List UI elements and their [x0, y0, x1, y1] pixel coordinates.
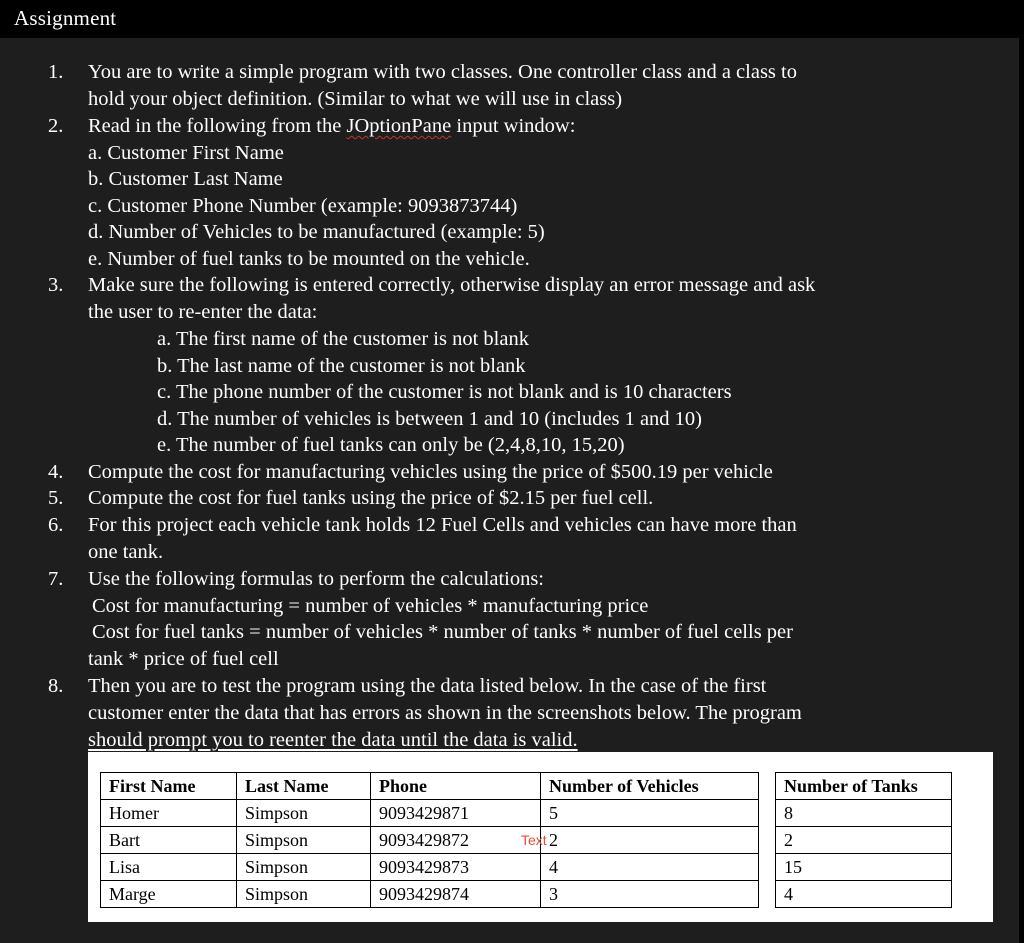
cell-first-name: Homer — [101, 800, 237, 827]
cell-last-name: Simpson — [237, 881, 371, 908]
cell-first-name: Bart — [101, 827, 237, 854]
item-8-line-1: Then you are to test the program using the data listed below. In the case of the first — [88, 675, 767, 697]
cell-last-name: Simpson — [237, 854, 371, 881]
item-4-line-1: Compute the cost for manufacturing vehicles using the price of $500.19 per vehicle — [88, 461, 773, 483]
item-1-line-2: hold your object definition. (Similar to what we will use in class) — [88, 88, 623, 110]
cell-vehicles: 4 — [541, 854, 759, 881]
table-row — [101, 881, 952, 908]
item-3-number: 3. — [48, 274, 64, 296]
cell-tanks: 8 — [776, 800, 952, 827]
item-2-sub-a: a. Customer First Name — [88, 142, 284, 164]
header-number-of-tanks: Number of Tanks — [776, 773, 952, 800]
cell-phone: 9093429873 — [371, 854, 541, 881]
item-7-line-1: Use the following formulas to perform the calculations: — [88, 568, 545, 590]
cell-vehicles: 5 — [541, 800, 759, 827]
item-8-line-3: should prompt you to reenter the data until the data is valid. — [88, 729, 578, 751]
cell-vehicles: 3 — [541, 881, 759, 908]
column-gap — [759, 881, 776, 908]
header-number-of-vehicles: Number of Vehicles — [541, 773, 759, 800]
cell-first-name: Lisa — [101, 854, 237, 881]
item-3-sub-a: a. The first name of the customer is not blank — [157, 328, 529, 350]
item-2-line-1 — [88, 114, 575, 138]
table-row — [101, 854, 952, 881]
cell-tanks: 15 — [776, 854, 952, 881]
item-2-sub-e: e. Number of fuel tanks to be mounted on the vehicle. — [88, 248, 530, 270]
document-title: Assignment — [14, 6, 117, 30]
item-2-suffix: input window: — [451, 115, 576, 137]
table-header-row — [101, 773, 952, 800]
item-7-formula-3: tank * price of fuel cell — [88, 648, 279, 670]
cell-last-name: Simpson — [237, 800, 371, 827]
item-3-sub-e: e. The number of fuel tanks can only be (2,4,8,10, 15,20) — [157, 434, 625, 456]
cell-first-name: Marge — [101, 881, 237, 908]
cell-tanks: 2 — [776, 827, 952, 854]
joptionpane-spellcheck-word: JOptionPane — [346, 115, 452, 137]
column-gap — [759, 773, 776, 800]
item-2-prefix: Read in the following from the — [88, 115, 347, 137]
item-8-number: 8. — [48, 675, 64, 697]
item-2-sub-d: d. Number of Vehicles to be manufactured (example: 5) — [88, 221, 545, 243]
column-gap — [759, 800, 776, 827]
item-2-sub-b: b. Customer Last Name — [88, 168, 283, 190]
item-3-line-2: the user to re-enter the data: — [88, 301, 318, 323]
item-3-sub-b: b. The last name of the customer is not blank — [157, 355, 526, 377]
cell-phone: 9093429874 — [371, 881, 541, 908]
item-6-line-1: For this project each vehicle tank holds 12 Fuel Cells and vehicles can have more than — [88, 514, 797, 536]
cell-phone: 9093429871 — [371, 800, 541, 827]
cell-last-name: Simpson — [237, 827, 371, 854]
item-3-sub-d: d. The number of vehicles is between 1 and 10 (includes 1 and 10) — [157, 408, 703, 430]
header-first-name: First Name — [101, 773, 237, 800]
item-2-sub-c: c. Customer Phone Number (example: 9093873744) — [88, 195, 518, 217]
item-8-line-2: customer enter the data that has errors as shown in the screenshots below. The program — [88, 702, 802, 724]
item-3-sub-c: c. The phone number of the customer is not blank and is 10 characters — [157, 381, 732, 403]
item-7-formula-2: Cost for fuel tanks = number of vehicles * number of tanks * number of fuel cells per — [92, 621, 793, 643]
cell-tanks: 4 — [776, 881, 952, 908]
item-5-number: 5. — [48, 487, 64, 509]
column-gap — [759, 827, 776, 854]
header-phone: Phone — [371, 773, 541, 800]
item-3-line-1: Make sure the following is entered correctly, otherwise display an error message and ask — [88, 274, 816, 296]
item-2-number: 2. — [48, 115, 64, 137]
item-6-number: 6. — [48, 514, 64, 536]
item-4-number: 4. — [48, 461, 64, 483]
item-7-number: 7. — [48, 568, 64, 590]
cell-vehicles: 2 — [541, 827, 759, 854]
table-row — [101, 800, 952, 827]
header-last-name: Last Name — [237, 773, 371, 800]
cell-phone: 9093429872 — [371, 827, 541, 854]
item-1-line-1: You are to write a simple program with two classes. One controller class and a class to — [88, 61, 797, 83]
text-box-overlay-label: Text — [521, 832, 547, 848]
item-5-line-1: Compute the cost for fuel tanks using the price of $2.15 per fuel cell. — [88, 487, 654, 509]
column-gap — [759, 854, 776, 881]
item-1-number: 1. — [48, 61, 64, 83]
item-6-line-2: one tank. — [88, 541, 164, 563]
customer-data-table-container — [88, 752, 993, 922]
item-7-formula-1: Cost for manufacturing = number of vehicles * manufacturing price — [92, 595, 649, 617]
